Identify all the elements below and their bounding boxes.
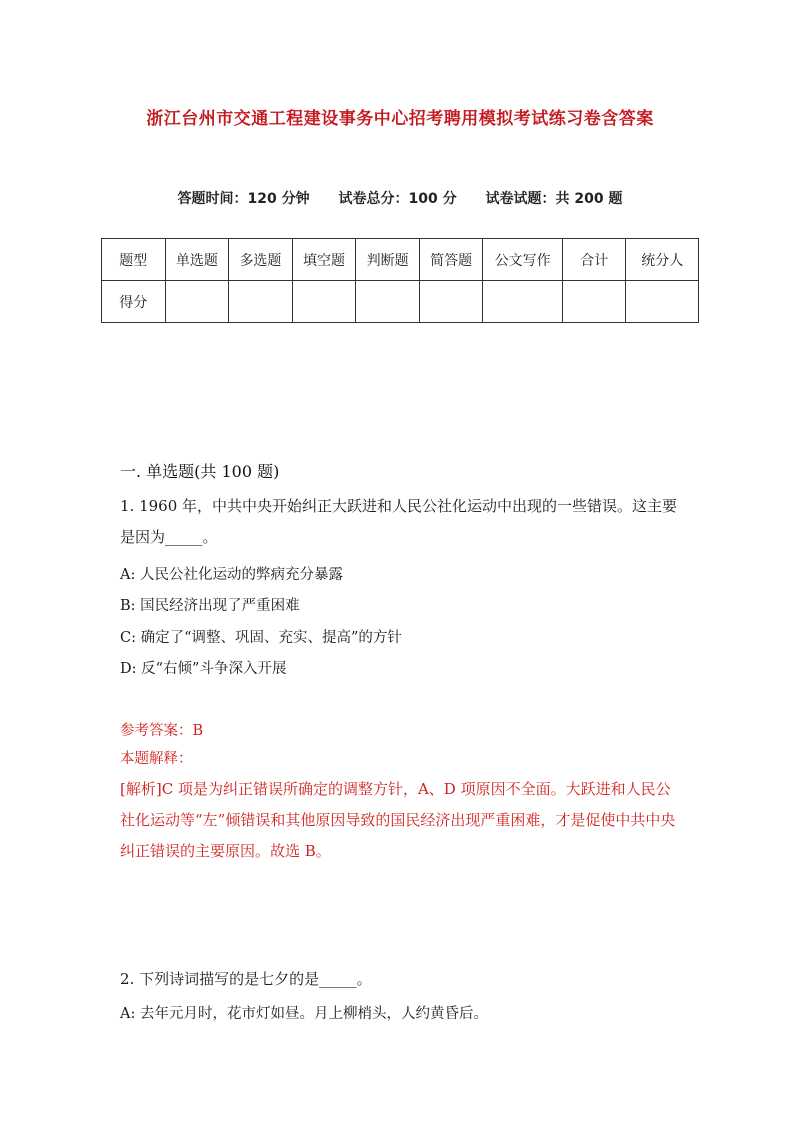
score-header-cell: 公文写作 bbox=[483, 239, 562, 281]
exam-total-score: 试卷总分：100 分 bbox=[338, 191, 457, 207]
document-title: 浙江台州市交通工程建设事务中心招考聘用模拟考试练习卷含答案 bbox=[146, 109, 654, 129]
question-1-explanation-label: 本题解释： bbox=[120, 751, 193, 767]
score-header-cell: 填空题 bbox=[292, 239, 356, 281]
question-1-option-c: C: 确定了“调整、巩固、充实、提高”的方针 bbox=[120, 630, 402, 646]
question-1-stem: 1. 1960 年，中共中央开始纠正大跃进和人民公社化运动中出现的一些错误。这主要是因为_____。 bbox=[120, 497, 678, 546]
question-1-option-d: D: 反“右倾”斗争深入开展 bbox=[120, 661, 287, 677]
score-cell bbox=[626, 281, 699, 323]
score-cell bbox=[419, 281, 483, 323]
score-header-cell: 题型 bbox=[102, 239, 166, 281]
score-cell bbox=[292, 281, 356, 323]
exam-time: 答题时间：120 分钟 bbox=[177, 191, 310, 207]
score-table-header-row bbox=[102, 239, 699, 281]
score-header-cell: 简答题 bbox=[419, 239, 483, 281]
score-cell bbox=[229, 281, 293, 323]
score-row-label: 得分 bbox=[102, 281, 166, 323]
score-cell bbox=[356, 281, 420, 323]
score-cell bbox=[483, 281, 562, 323]
score-cell bbox=[165, 281, 229, 323]
score-header-cell: 合计 bbox=[562, 239, 626, 281]
score-header-cell: 单选题 bbox=[165, 239, 229, 281]
score-table-score-row bbox=[102, 281, 699, 323]
score-header-cell: 统分人 bbox=[626, 239, 699, 281]
question-1-option-b: B: 国民经济出现了严重困难 bbox=[120, 598, 300, 614]
exam-question-count: 试卷试题：共 200 题 bbox=[485, 191, 623, 207]
exam-info bbox=[0, 188, 800, 208]
question-1-option-a: A: 人民公社化运动的弊病充分暴露 bbox=[120, 567, 343, 583]
score-header-cell: 判断题 bbox=[356, 239, 420, 281]
score-header-cell: 多选题 bbox=[229, 239, 293, 281]
question-1-explanation: [解析]C 项是为纠正错误所确定的调整方针，A、D 项原因不全面。大跃进和人民公社化运动等“左”倾错误和其他原因导致的国民经济出现严重困难，才是促使中共中央纠正错误的主要原因。故选 B。 bbox=[120, 780, 676, 860]
section-title: 一. 单选题(共 100 题) bbox=[120, 462, 280, 481]
score-table bbox=[101, 238, 699, 323]
question-2-stem: 2. 下列诗词描写的是七夕的是_____。 bbox=[120, 970, 372, 988]
score-cell bbox=[562, 281, 626, 323]
question-2-option-a: A: 去年元月时，花市灯如昼。月上柳梢头，人约黄昏后。 bbox=[120, 1006, 488, 1022]
question-1-answer: 参考答案：B bbox=[120, 723, 204, 739]
